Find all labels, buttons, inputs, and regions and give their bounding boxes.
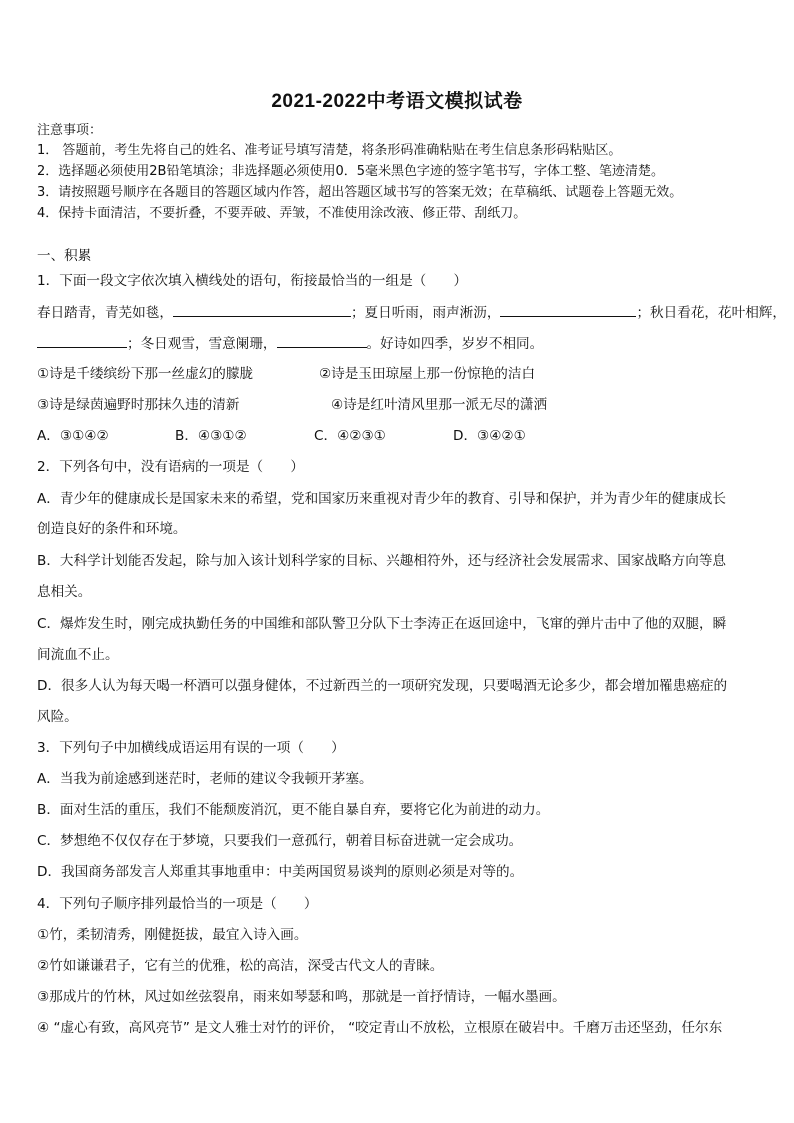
notice-item: 1． 答题前，考生先将自己的姓名、准考证号填写清楚，将条形码准确粘贴在考生信息条形码粘贴区。 [37, 143, 622, 158]
option-d-continued: 风险。 [37, 709, 78, 725]
option-c[interactable]: C．梦想绝不仅仅存在于梦境，只要我们一意孤行，朝着目标奋进就一定会成功。 [37, 833, 523, 849]
notice-item: 4．保持卡面清洁，不要折叠，不要弄破、弄皱，不准使用涂改液、修正带、刮纸刀。 [37, 206, 527, 221]
sentence-item: ③那成片的竹林，风过如丝弦裂帛，雨来如琴瑟和鸣，那就是一首抒情诗，一幅水墨画。 [37, 989, 566, 1005]
sentence-choice: ①诗是千缕缤纷下那一丝虚幻的朦胧 [37, 366, 254, 382]
answer-blank[interactable] [173, 302, 351, 317]
answer-blank[interactable] [277, 333, 367, 348]
sentence-choice: ③诗是绿茵遍野时那抹久违的清新 [37, 397, 240, 413]
answer-blank[interactable] [37, 333, 127, 348]
sentence-item: ④ “虚心有致，高风亮节” 是文人雅士对竹的评价， “咬定青山不放松，立根原在破岩中。千磨万击还坚劲，任尔东 [37, 1020, 723, 1036]
answer-blank[interactable] [500, 302, 636, 317]
sentence-choice: ②诗是玉田琼屋上那一份惊艳的洁白 [319, 366, 536, 382]
answer-options-row [37, 426, 762, 446]
option-a-continued: 创造良好的条件和环境。 [37, 521, 187, 537]
sentence-choices-row [37, 395, 762, 415]
option-c[interactable]: C．爆炸发生时，刚完成执勤任务的中国维和部队警卫分队下士李涛正在返回途中，飞窜的弹片击中了他的双腿，瞬 [37, 616, 727, 632]
option-c[interactable]: C．④②③① [314, 428, 386, 444]
passage-text: ；冬日观雪，雪意阑珊， [127, 336, 277, 352]
option-b[interactable]: B．面对生活的重压，我们不能颓废消沉，更不能自暴自弃，要将它化为前进的动力。 [37, 802, 550, 818]
passage-text: ；夏日听雨，雨声淅沥， [350, 305, 501, 321]
option-b[interactable]: B．大科学计划能否发起，除与加入该计划科学家的目标、兴趣相符外，还与经济社会发展需求、国家战略方向等息 [37, 553, 727, 569]
passage-text: ；秋日看花，花叶相辉， [636, 305, 786, 321]
option-b-continued: 息相关。 [37, 584, 92, 600]
question-passage-line [37, 333, 762, 354]
sentence-item: ①竹，柔韧清秀，刚健挺拔，最宜入诗入画。 [37, 927, 308, 943]
option-a[interactable]: A．当我为前途感到迷茫时，老师的建议令我顿开茅塞。 [37, 771, 373, 787]
section-heading: 一、积累 [37, 248, 92, 264]
option-b[interactable]: B．④③①② [175, 428, 247, 444]
question-stem: 2．下列各句中，没有语病的一项是（ ） [37, 459, 304, 475]
question-stem: 4．下列句子顺序排列最恰当的一项是（ ） [37, 896, 318, 912]
option-a[interactable]: A．③①④② [37, 428, 109, 444]
notice-heading: 注意事项： [37, 123, 103, 138]
question-stem: 3．下列句子中加横线成语运用有误的一项（ ） [37, 740, 345, 756]
passage-text: 春日踏青，青芜如毯， [37, 305, 173, 321]
question-stem: 1．下面一段文字依次填入横线处的语句，衔接最恰当的一组是（ ） [37, 273, 468, 289]
option-d[interactable]: D．③④②① [453, 428, 526, 444]
sentence-choices-row [37, 364, 762, 384]
page-title: 2021-2022中考语文模拟试卷 [271, 91, 523, 112]
passage-text: 。好诗如四季，岁岁不相同。 [366, 336, 544, 352]
option-c-continued: 间流血不止。 [37, 647, 119, 663]
notice-item: 2．选择题必须使用2B铅笔填涂；非选择题必须使用0．5毫米黑色字迹的签字笔书写，字体工整、笔迹清楚。 [37, 164, 665, 179]
option-d[interactable]: D．很多人认为每天喝一杯酒可以强身健体，不过新西兰的一项研究发现，只要喝酒无论多少，都会增加罹患癌症的 [37, 678, 728, 694]
sentence-choice: ④诗是红叶清风里那一派无尽的潇洒 [331, 397, 548, 413]
sentence-item: ②竹如谦谦君子，它有兰的优雅，松的高洁，深受古代文人的青睐。 [37, 958, 444, 974]
option-d[interactable]: D．我国商务部发言人郑重其事地重申：中美两国贸易谈判的原则必须是对等的。 [37, 864, 524, 880]
option-a[interactable]: A．青少年的健康成长是国家未来的希望，党和国家历来重视对青少年的教育、引导和保护，并为青少年的健康成长 [37, 491, 726, 507]
question-passage-line [37, 302, 786, 323]
notice-item: 3．请按照题号顺序在各题目的答题区域内作答，超出答题区域书写的答案无效；在草稿纸、试题卷上答题无效。 [37, 185, 683, 200]
